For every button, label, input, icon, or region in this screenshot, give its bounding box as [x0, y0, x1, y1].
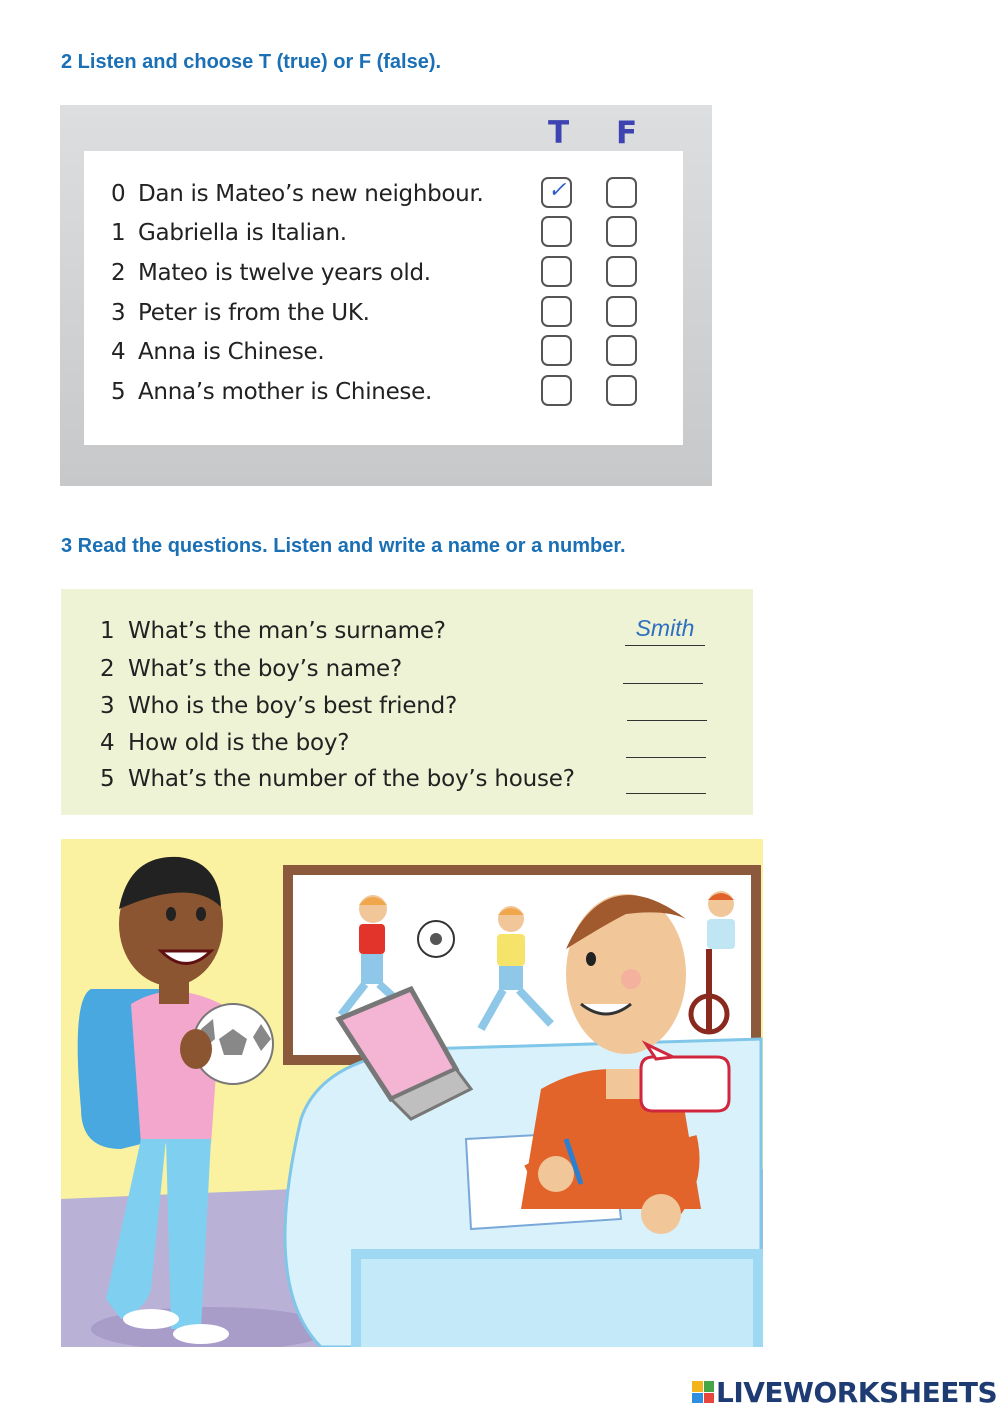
true-checkbox[interactable] [541, 256, 572, 287]
answer-field[interactable]: Smith [625, 613, 705, 646]
question-row [100, 761, 740, 797]
question-number: 1 [100, 618, 115, 644]
false-checkbox[interactable] [606, 335, 637, 366]
questions-panel [61, 589, 753, 815]
answer-field[interactable] [623, 651, 703, 684]
exercise-2-title: 2 Listen and choose T (true) or F (false). [61, 51, 442, 73]
logo-text: LIVEWORKSHEETS [716, 1375, 998, 1409]
column-header-true: T [548, 115, 570, 151]
statement-text: Mateo is twelve years old. [138, 260, 431, 286]
check-icon: ✓ [548, 177, 567, 202]
true-checkbox[interactable] [541, 296, 572, 327]
answer-field[interactable] [626, 761, 706, 794]
false-checkbox[interactable] [606, 296, 637, 327]
true-checkbox[interactable] [541, 335, 572, 366]
question-text: What’s the boy’s name? [128, 656, 403, 682]
statement-text: Anna’s mother is Chinese. [138, 379, 432, 405]
true-false-list [84, 151, 683, 445]
true-checkbox[interactable] [541, 177, 572, 208]
false-checkbox[interactable] [606, 256, 637, 287]
item-number: 3 [111, 300, 126, 326]
statement-text: Anna is Chinese. [138, 339, 325, 365]
tf-row [111, 215, 671, 251]
answer-field[interactable] [627, 688, 707, 721]
question-text: What’s the man’s surname? [128, 618, 446, 644]
tf-row [111, 176, 671, 212]
liveworksheets-logo-icon [692, 1381, 714, 1403]
answer-field[interactable] [626, 725, 706, 758]
statement-text: Gabriella is Italian. [138, 220, 347, 246]
true-false-panel [60, 105, 712, 486]
question-text: What’s the number of the boy’s house? [128, 766, 575, 792]
classroom-illustration [61, 839, 763, 1347]
item-number: 5 [111, 379, 126, 405]
question-row [100, 688, 740, 724]
question-row [100, 725, 740, 761]
false-checkbox[interactable] [606, 177, 637, 208]
true-checkbox[interactable] [541, 375, 572, 406]
true-checkbox[interactable] [541, 216, 572, 247]
exercise-3-title: 3 Read the questions. Listen and write a name or a number. [61, 535, 626, 557]
question-number: 2 [100, 656, 115, 682]
statement-text: Peter is from the UK. [138, 300, 370, 326]
liveworksheets-logo[interactable] [692, 1376, 997, 1408]
question-text: Who is the boy’s best friend? [128, 693, 458, 719]
item-number: 2 [111, 260, 126, 286]
question-text: How old is the boy? [128, 730, 350, 756]
question-row [100, 613, 740, 649]
column-header-false: F [616, 115, 638, 151]
item-number: 1 [111, 220, 126, 246]
tf-row [111, 334, 671, 370]
false-checkbox[interactable] [606, 375, 637, 406]
tf-row [111, 255, 671, 291]
tf-row [111, 374, 671, 410]
tf-row [111, 295, 671, 331]
speech-bubble [641, 1057, 729, 1111]
false-checkbox[interactable] [606, 216, 637, 247]
question-number: 5 [100, 766, 115, 792]
item-number: 4 [111, 339, 126, 365]
statement-text: Dan is Mateo’s new neighbour. [138, 181, 484, 207]
question-number: 3 [100, 693, 115, 719]
question-number: 4 [100, 730, 115, 756]
question-row [100, 651, 740, 687]
item-number: 0 [111, 181, 126, 207]
